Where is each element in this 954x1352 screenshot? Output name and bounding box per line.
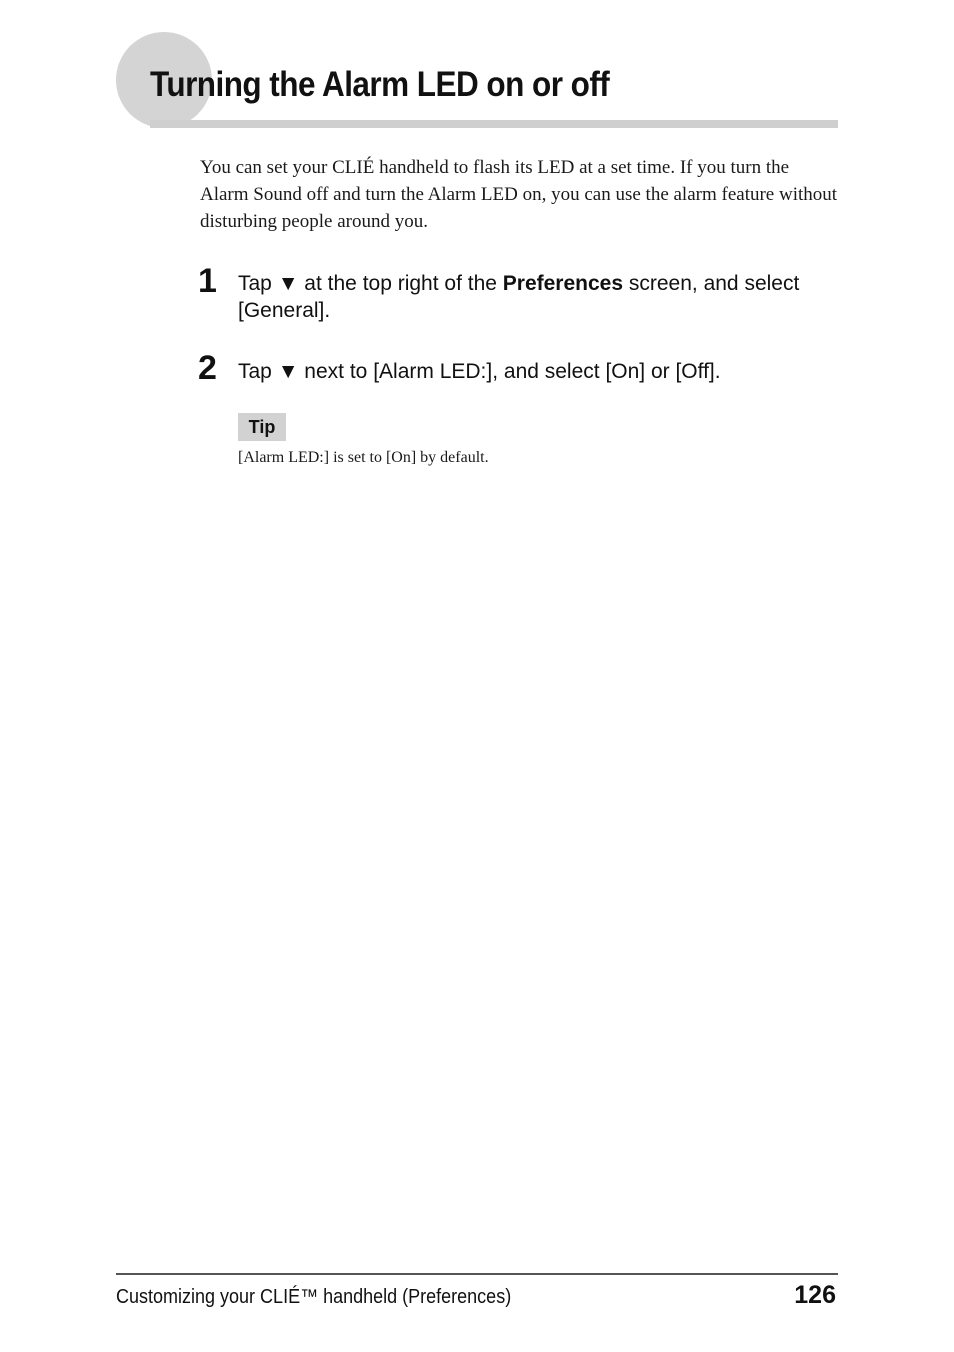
footer-rule (116, 1273, 838, 1275)
step-2-number: 2 (198, 349, 217, 387)
step-1-text (238, 270, 848, 324)
step-2-text: Tap ▼ next to [Alarm LED:], and select [On] or [Off]. (238, 360, 721, 383)
page-title: Turning the Alarm LED on or off (150, 65, 610, 104)
intro-paragraph: You can set your CLIÉ handheld to flash its LED at a set time. If you turn the Alarm Sound off and turn the Alarm LED on, you can use the alarm feature without disturbing people around you. (200, 157, 838, 232)
step-1-text-before: Tap ▼ at the top right of the (238, 272, 503, 295)
tip-text: [Alarm LED:] is set to [On] by default. (238, 449, 489, 466)
footer-section-title: Customizing your CLIÉ™ handheld (Preferences) (116, 1286, 512, 1308)
page-number: 126 (794, 1281, 836, 1309)
step-1-number: 1 (198, 262, 217, 300)
step-1-bold: Preferences (502, 272, 624, 295)
header-rule (150, 120, 838, 128)
tip-badge: Tip (238, 413, 286, 441)
step-1-text-after: screen, and select [General]. (238, 272, 800, 322)
